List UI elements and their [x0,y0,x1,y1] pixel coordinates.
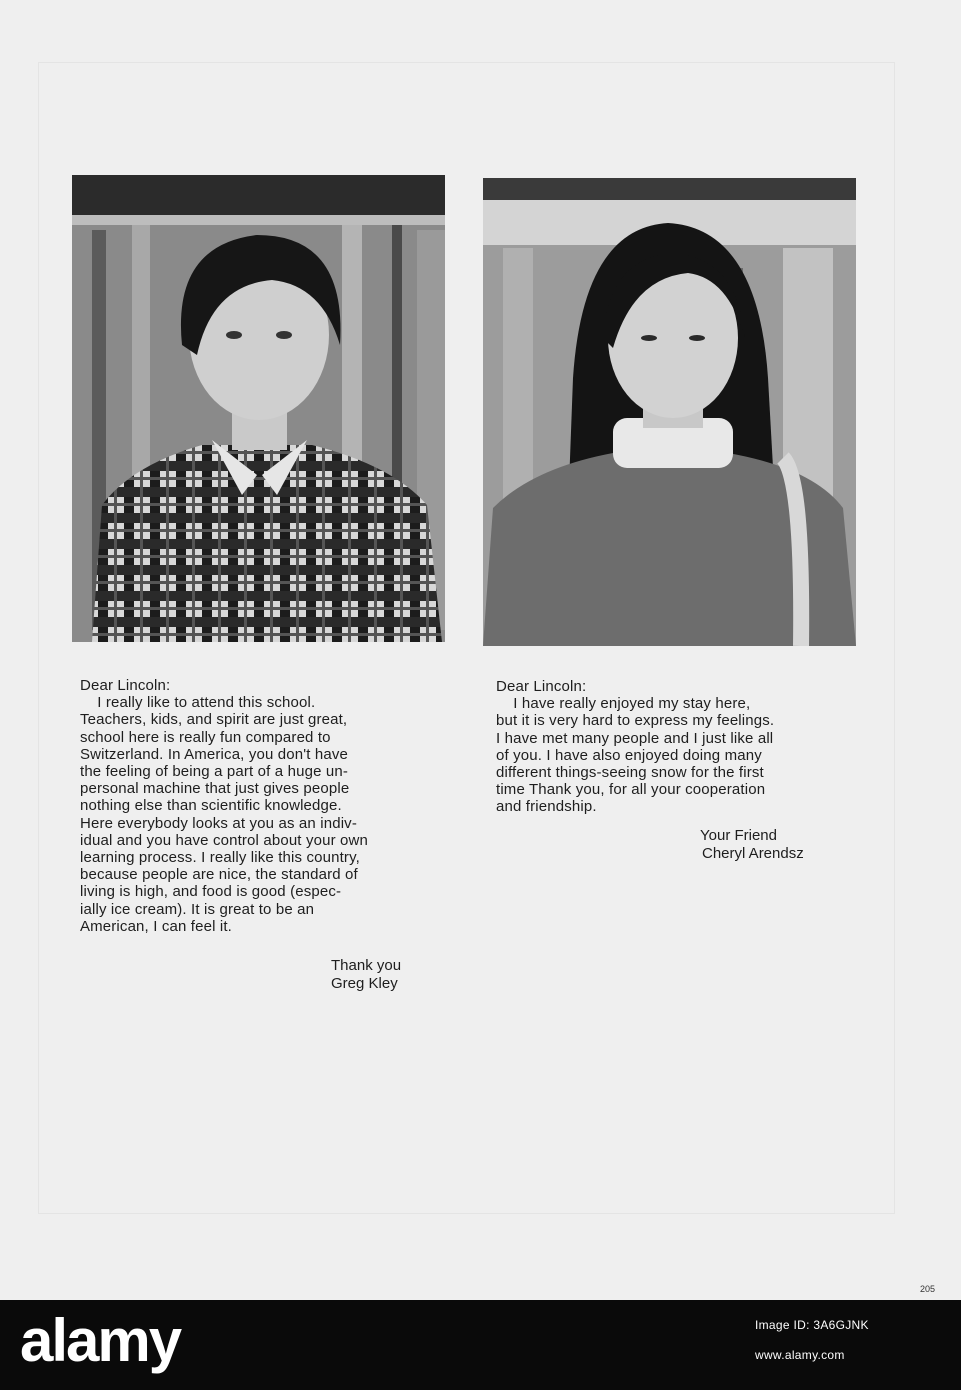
letter-line: ially ice cream). It is great to be an [80,900,315,918]
letter-line: school here is really fun compared to [80,728,331,746]
letter-line: and friendship. [496,798,597,816]
letter-line: Teachers, kids, and spirit are just great, [80,711,348,729]
letter-line: but it is very hard to express my feelings. [496,712,775,730]
letter-greg [80,677,368,935]
letter-line: Here everybody looks at you as an indiv- [80,814,357,832]
letter-line: I have met many people and I just like all [496,729,774,747]
letter-line: Switzerland. In America, you don't have [80,745,349,763]
letter-signature: Greg Kley [331,975,398,992]
letter-closing: Thank you [331,957,402,974]
portrait-photo-cheryl [483,178,856,646]
letter-line: learning process. I really like this country, [80,849,360,867]
stock-url: www.alamy.com [755,1348,845,1362]
alamy-logo-icon [20,1305,200,1377]
letter-line: the feeling of being a part of a huge un- [80,763,349,781]
letter-signature: Cheryl Arendsz [702,845,804,862]
svg-text:alamy: alamy [20,1307,181,1374]
letter-line: nothing else than scientific knowledge. [80,797,342,815]
letter-greeting: Dear Lincoln: [80,677,171,694]
letter-line: because people are nice, the standard of [80,866,358,884]
letter-line: idual and you have control about your own [80,831,369,849]
letter-line: American, I can feel it. [80,917,232,935]
letter-line: different things-seeing snow for the first [496,764,764,782]
letter-line: living is high, and food is good (espec- [80,883,342,901]
letter-closing: Your Friend [700,827,777,844]
letter-line: I have really enjoyed my stay here, [496,695,751,713]
letter-greeting: Dear Lincoln: [496,678,587,695]
portrait-photo-greg [72,175,445,642]
letter-line: I really like to attend this school. [80,694,316,712]
letter-line: time Thank you, for all your cooperation [496,781,766,799]
letter-line: personal machine that just gives people [80,780,350,798]
letter-line: of you. I have also enjoyed doing many [496,746,762,764]
stock-image-id: Image ID: 3A6GJNK [755,1318,869,1332]
page-number: 205 [920,1284,936,1294]
letter-cheryl [496,678,774,816]
